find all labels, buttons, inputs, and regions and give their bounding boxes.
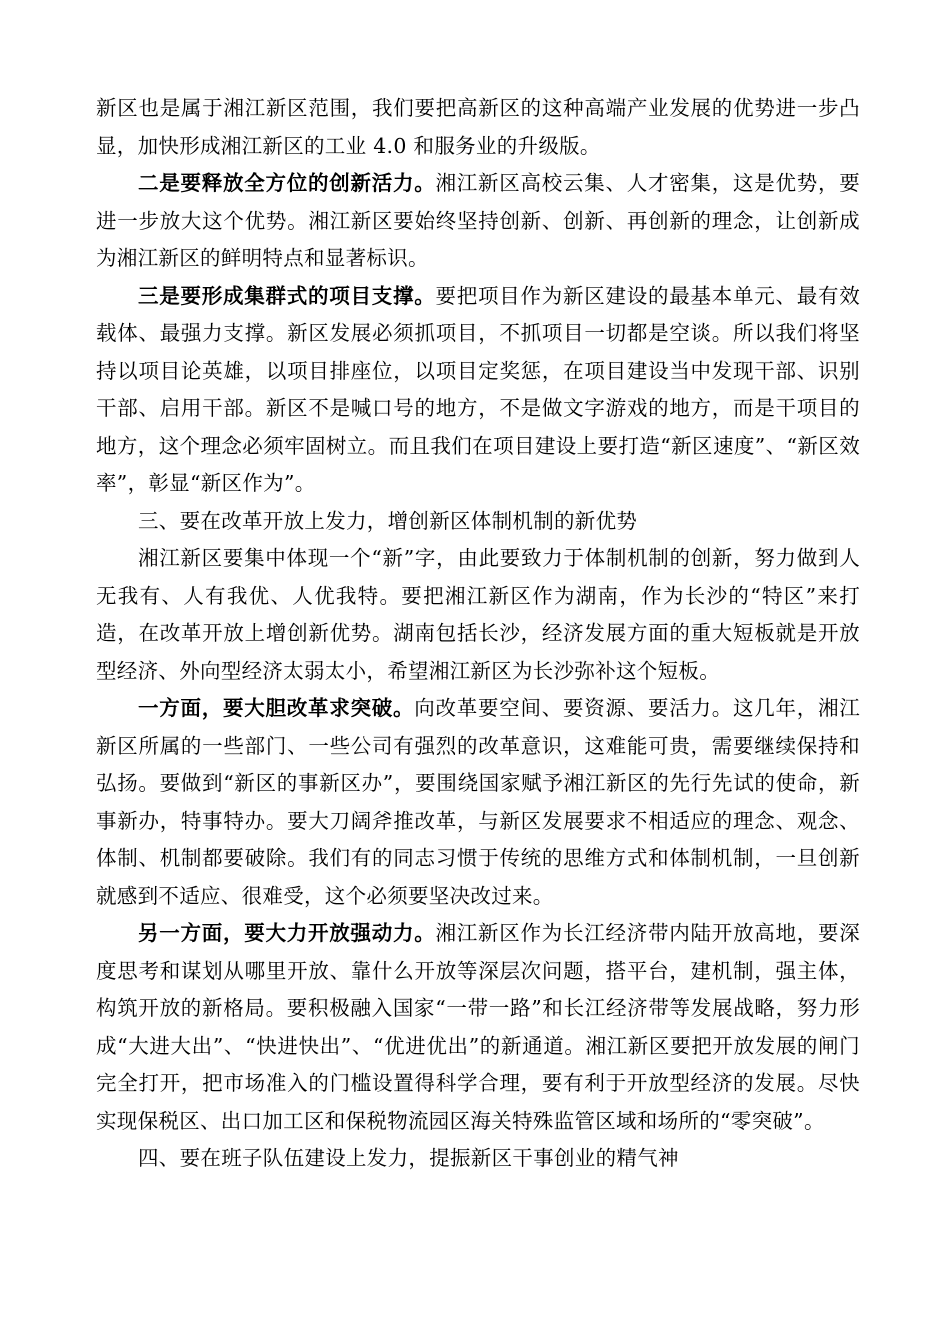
paragraph-reform-breakthrough — [96, 690, 860, 915]
section-heading-reform: 三、要在改革开放上发力，增创新区体制机制的新优势 — [138, 508, 638, 533]
paragraph-new-character — [96, 540, 860, 690]
paragraph-lead: 二是要释放全方位的创新活力。 — [138, 171, 436, 195]
section-heading-team: 四、要在班子队伍建设上发力，提振新区干事创业的精气神 — [138, 1146, 679, 1170]
paragraph-lead: 三是要形成集群式的项目支撑。 — [138, 283, 436, 308]
paragraph-continuation — [96, 90, 860, 165]
paragraph-innovation — [96, 165, 860, 278]
paragraph-text: 向改革要空间、要资源、要活力。这几年，湘江新区所属的一些部门、一些公司有强烈的改革意识，这难能可贵，需要继续保持和弘扬。要做到“新区的事新区办”，要围绕国家赋予湘江新区的先行先试的使命，新事新办，特事特办。要大刀阔斧推改革，与新区发展要求不相适应的理念、观念、体制、机制都要破除。我们有的同志习惯于传统的思维方式和体制机制，一旦创新就感到不适应、很难受，这个必须要坚决改过来。 — [96, 696, 860, 908]
paragraph-text: 湘江新区要集中体现一个“新”字，由此要致力于体制机制的创新，努力做到人无我有、人有我优、人优我特。要把湘江新区作为湖南，作为长沙的“特区”来打造，在改革开放上增创新优势。湖南包括长沙，经济发展方面的重大短板就是开放型经济、外向型经济太弱太小，希望湘江新区为长沙弥补这个短板。 — [96, 546, 860, 683]
paragraph-text: 湘江新区高校云集、人才密集，这是优势，要进一步放大这个优势。湘江新区要始终坚持创新、创新、再创新的理念，让创新成为湘江新区的鲜明特点和显著标识。 — [96, 171, 861, 270]
document-page — [96, 90, 860, 1178]
paragraph-text: 湘江新区作为长江经济带内陆开放高地，要深度思考和谋划从哪里开放、靠什么开放等深层次问题，搭平台，建机制，强主体，构筑开放的新格局。要积极融入国家“一带一路”和长江经济带等发展战略，努力形成“大进大出”、“快进快出”、“优进优出”的新通道。湘江新区要把开放发展的闸门完全打开，把市场准入的门槛设置得科学合理，要有利于开放型经济的发展。尽快实现保税区、出口加工区和保税物流园区海关特殊监管区域和场所的“零突破”。 — [96, 921, 861, 1133]
paragraph-projects — [96, 278, 860, 503]
paragraph-text: 要把项目作为新区建设的最基本单元、最有效载体、最强力支撑。新区发展必须抓项目，不抓项目一切都是空谈。所以我们将坚持以项目论英雄，以项目排座位，以项目定奖惩，在项目建设当中发现干部、识别干部、启用干部。新区不是喊口号的地方，不是做文字游戏的地方，而是干项目的地方，这个理念必须牢固树立。而且我们在项目建设上要打造“新区速度”、“新区效率”，彰显“新区作为”。 — [96, 283, 861, 495]
paragraph-opening-up — [96, 915, 860, 1140]
paragraph-lead: 一方面，要大胆改革求突破。 — [138, 696, 415, 720]
paragraph-text: 新区也是属于湘江新区范围，我们要把高新区的这种高端产业发展的优势进一步凸显，加快形成湘江新区的工业 4.0 和服务业的升级版。 — [96, 96, 860, 158]
paragraph-lead: 另一方面，要大力开放强动力。 — [138, 921, 436, 945]
